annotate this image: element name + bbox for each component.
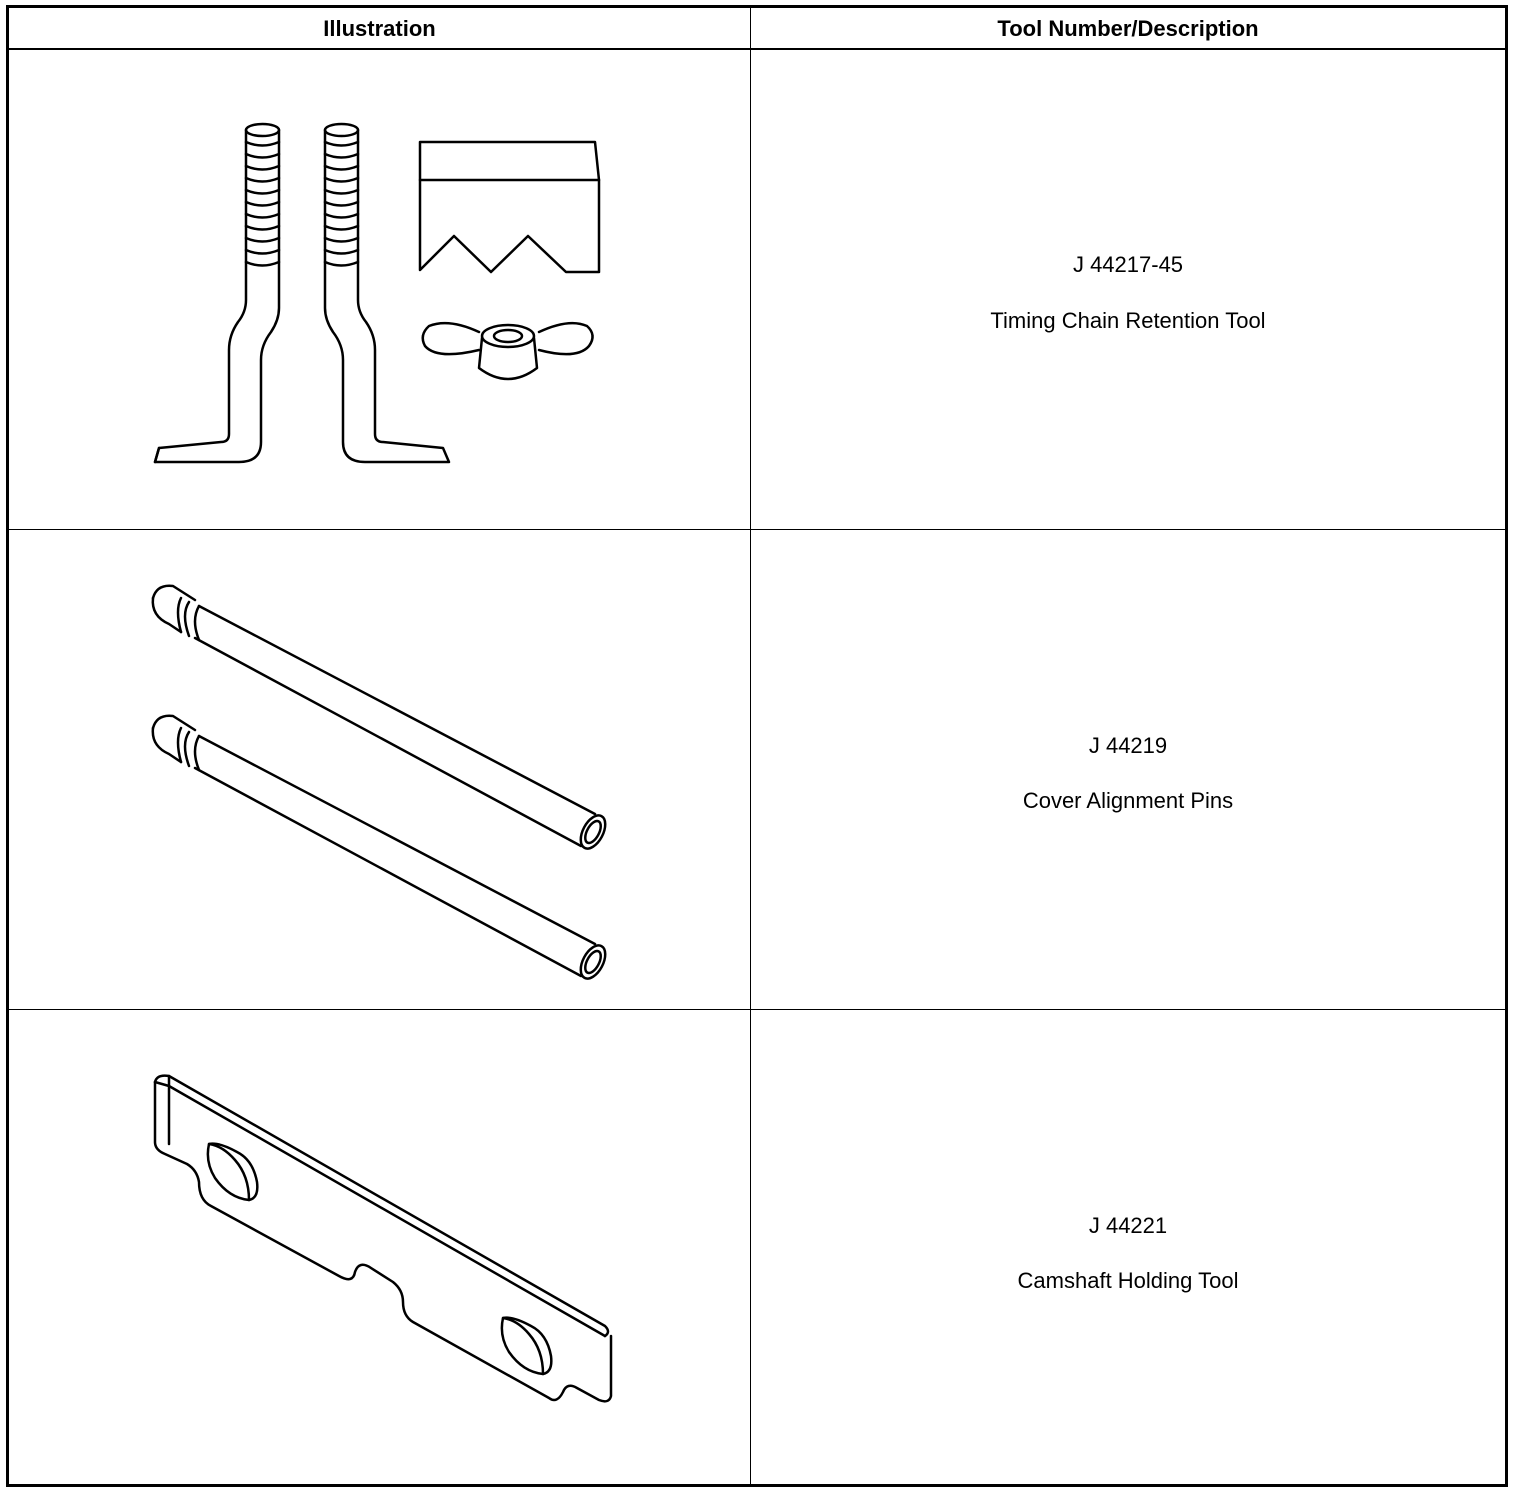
header-tool-number-description: Tool Number/Description	[997, 16, 1259, 41]
camshaft-holding-tool-illustration	[9, 1010, 750, 1484]
cover-alignment-pins-illustration	[9, 530, 750, 1010]
tool-description-cell	[751, 1010, 1505, 1484]
header-illustration: Illustration	[323, 16, 436, 41]
tool-description: Timing Chain Retention Tool	[990, 308, 1266, 333]
tool-number: J 44217-45	[1072, 252, 1184, 277]
special-tools-table	[6, 5, 1508, 1487]
table-header-row	[9, 8, 1505, 50]
tool-number: J 44219	[1088, 733, 1168, 758]
table-row	[9, 50, 1505, 530]
tool-description: Cover Alignment Pins	[1022, 788, 1234, 813]
tool-number: J 44221	[1088, 1213, 1168, 1238]
illustration-cell	[9, 1010, 750, 1484]
table-row	[9, 530, 1505, 1010]
tool-description-cell	[751, 50, 1505, 529]
timing-chain-retention-tool-illustration	[9, 50, 750, 530]
tool-description: Camshaft Holding Tool	[1017, 1268, 1239, 1293]
illustration-cell	[9, 50, 750, 529]
table-row	[9, 1010, 1505, 1484]
illustration-cell	[9, 530, 750, 1009]
tool-description-cell	[751, 530, 1505, 1009]
